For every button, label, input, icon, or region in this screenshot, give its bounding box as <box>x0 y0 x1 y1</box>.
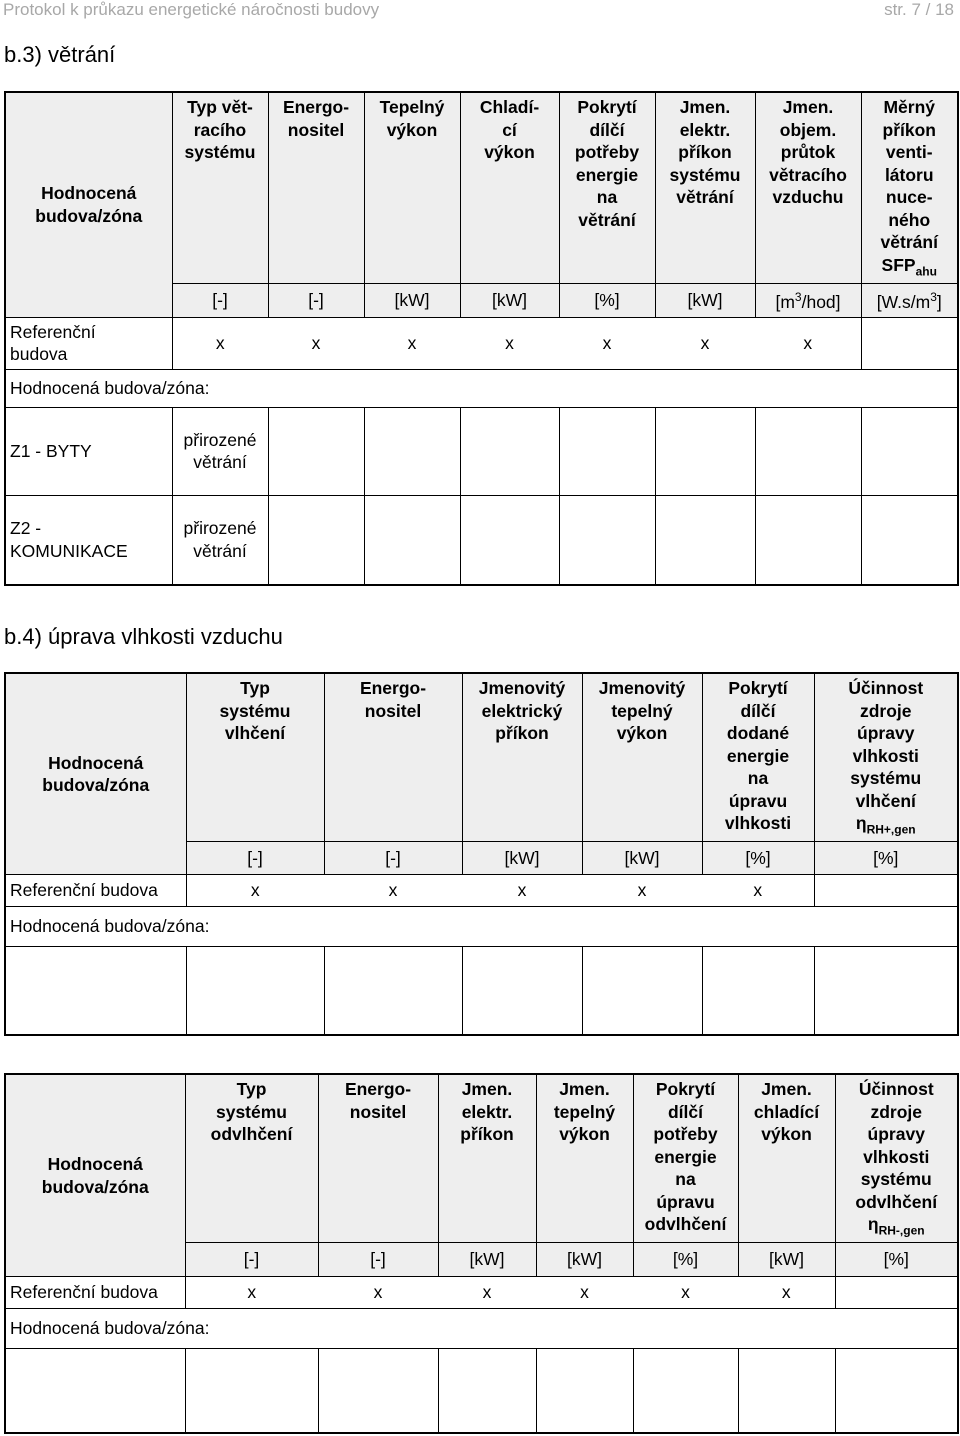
data-cell <box>582 947 702 1035</box>
page-header <box>0 0 960 20</box>
col-header: Účinnost zdroje úpravy vlhkosti systému odvlhčení $\eta_{RH-,gen}$ <box>835 1074 958 1243</box>
data-cell <box>633 1349 738 1433</box>
ref-cell: x <box>655 317 755 369</box>
page-number: str. 7 / 18 <box>884 0 954 19</box>
data-cell <box>861 495 958 585</box>
unit-cell: [kW] <box>364 283 460 317</box>
col-header: Jmenovitý elektrický příkon <box>462 673 582 842</box>
data-cell <box>268 495 364 585</box>
zone-column-header: Hodnocená budova/zóna <box>5 673 186 875</box>
ref-cell: x <box>559 317 655 369</box>
col-header: Jmen. chladící výkon <box>738 1074 835 1243</box>
col-header: Pokrytí dílčí dodané energie na úpravu vlhkosti <box>702 673 814 842</box>
unit-cell: [%] <box>633 1243 738 1277</box>
col-header: Energo- nositel <box>268 92 364 283</box>
ref-cell: x <box>460 317 559 369</box>
unit-cell: [kW] <box>738 1243 835 1277</box>
ref-cell: x <box>318 1277 438 1309</box>
unit-cell: [-] <box>318 1243 438 1277</box>
humidification-table <box>4 672 959 1036</box>
data-cell <box>559 407 655 495</box>
unit-cell: [kW] <box>462 842 582 875</box>
unit-cell: [-] <box>185 1243 318 1277</box>
evaluated-building-label: Hodnocená budova/zóna: <box>5 907 958 947</box>
reference-building-label: Referenční budova <box>5 1277 185 1309</box>
data-cell <box>5 1349 185 1433</box>
data-cell <box>559 495 655 585</box>
unit-cell: [-] <box>172 283 268 317</box>
col-header: Pokrytí dílčí potřeby energie na úpravu odvlhčení <box>633 1074 738 1243</box>
col-header: Chladí- cí výkon <box>460 92 559 283</box>
unit-cell: [%] <box>835 1243 958 1277</box>
data-cell <box>814 947 958 1035</box>
ref-cell <box>835 1277 958 1309</box>
col-header: Jmen. elektr. příkon <box>438 1074 536 1243</box>
data-cell <box>536 1349 633 1433</box>
data-cell <box>702 947 814 1035</box>
dehumidification-table <box>4 1073 959 1434</box>
data-cell <box>324 947 462 1035</box>
col-header: Účinnost zdroje úpravy vlhkosti systému vlhčení $\eta_{RH+,gen}$ <box>814 673 958 842</box>
data-cell <box>186 947 324 1035</box>
data-cell <box>438 1349 536 1433</box>
col-header: Pokrytí dílčí potřeby energie na větrání <box>559 92 655 283</box>
unit-cell: [%] <box>559 283 655 317</box>
zone-name: Z1 - BYTY <box>5 407 172 495</box>
ref-cell: x <box>185 1277 318 1309</box>
ventilation-table <box>4 91 959 586</box>
unit-cell: [kW] <box>655 283 755 317</box>
reference-building-label: Referenční budova <box>5 317 172 369</box>
unit-cell: $[m^3/hod]$ <box>755 283 861 317</box>
ventilation-heading: b.3) větrání <box>4 42 116 67</box>
data-cell <box>364 407 460 495</box>
unit-cell: [-] <box>268 283 364 317</box>
col-header: Typ vět- racího systému <box>172 92 268 283</box>
unit-cell: [kW] <box>460 283 559 317</box>
eta-subscript: RH-,gen <box>878 1223 925 1238</box>
evaluated-building-label: Hodnocená budova/zóna: <box>5 369 958 407</box>
data-cell <box>755 495 861 585</box>
data-cell <box>460 495 559 585</box>
zone-ventilation-type: přirozené větrání <box>172 407 268 495</box>
col-header: Jmen. objem. průtok větracího vzduchu <box>755 92 861 283</box>
data-cell <box>268 407 364 495</box>
data-cell <box>655 407 755 495</box>
col-header: Energo- nositel <box>318 1074 438 1243</box>
zone-name: Z2 - KOMUNIKACE <box>5 495 172 585</box>
col-header: Typ systému vlhčení <box>186 673 324 842</box>
ref-cell: x <box>462 875 582 907</box>
unit-cell: [%] <box>814 842 958 875</box>
ref-cell: x <box>438 1277 536 1309</box>
ref-cell: x <box>186 875 324 907</box>
ref-cell <box>861 317 958 369</box>
sfp-symbol: SFP <box>881 254 916 275</box>
unit-cell: [-] <box>186 842 324 875</box>
col-header: Energo- nositel <box>324 673 462 842</box>
col-header: Jmen. tepelný výkon <box>536 1074 633 1243</box>
col-header: Typ systému odvlhčení <box>185 1074 318 1243</box>
ref-cell: x <box>755 317 861 369</box>
unit-cell: [-] <box>324 842 462 875</box>
humidification-heading: b.4) úprava vlhkosti vzduchu <box>4 624 283 649</box>
ref-cell: x <box>364 317 460 369</box>
ref-cell: x <box>324 875 462 907</box>
unit-cell: $[W.s/m^3]$ <box>861 283 958 317</box>
data-cell <box>462 947 582 1035</box>
unit-cell: [%] <box>702 842 814 875</box>
data-cell <box>318 1349 438 1433</box>
data-cell <box>835 1349 958 1433</box>
eta-subscript: RH+,gen <box>866 822 916 837</box>
col-header: Jmen. elektr. příkon systému větrání <box>655 92 755 283</box>
eta-symbol: η <box>867 1214 879 1234</box>
col-header: Tepelný výkon <box>364 92 460 283</box>
ref-cell: x <box>633 1277 738 1309</box>
unit-cell: [kW] <box>582 842 702 875</box>
ref-cell: x <box>738 1277 835 1309</box>
reference-building-label: Referenční budova <box>5 875 186 907</box>
data-cell <box>185 1349 318 1433</box>
zone-column-header: Hodnocená budova/zóna <box>5 92 172 317</box>
data-cell <box>738 1349 835 1433</box>
sfp-subscript: ahu <box>915 264 937 278</box>
ref-cell: x <box>172 317 268 369</box>
data-cell <box>5 947 186 1035</box>
ref-cell: x <box>702 875 814 907</box>
data-cell <box>755 407 861 495</box>
document-title: Protokol k průkazu energetické náročnosti budovy <box>3 0 380 19</box>
data-cell <box>861 407 958 495</box>
ref-cell: x <box>582 875 702 907</box>
zone-column-header: Hodnocená budova/zóna <box>5 1074 185 1277</box>
data-cell <box>364 495 460 585</box>
col-header: Měrný příkon venti- látoru nuce- ného větrání $SFP_{ahu}$ <box>861 92 958 283</box>
eta-symbol: η <box>855 813 867 833</box>
unit-cell: [kW] <box>536 1243 633 1277</box>
unit-cell: [kW] <box>438 1243 536 1277</box>
data-cell <box>655 495 755 585</box>
zone-ventilation-type: přirozené větrání <box>172 495 268 585</box>
ref-cell <box>814 875 958 907</box>
evaluated-building-label: Hodnocená budova/zóna: <box>5 1309 958 1349</box>
ref-cell: x <box>268 317 364 369</box>
data-cell <box>460 407 559 495</box>
ref-cell: x <box>536 1277 633 1309</box>
col-header: Jmenovitý tepelný výkon <box>582 673 702 842</box>
